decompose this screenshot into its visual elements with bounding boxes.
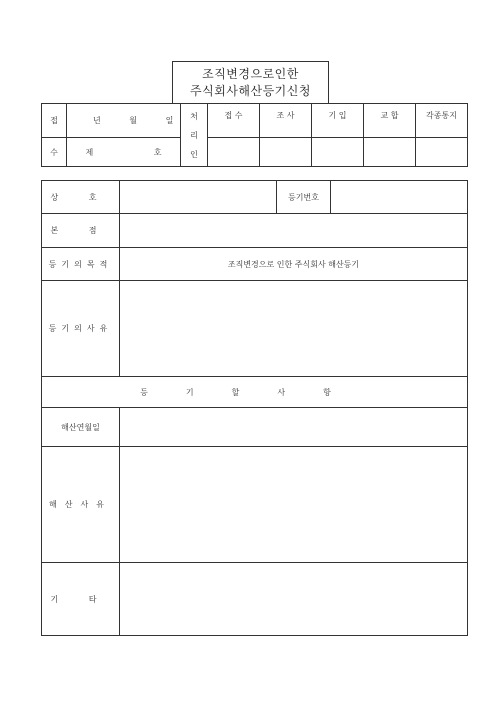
trade-name-label: 상 호 xyxy=(42,181,120,214)
process-box-investigation[interactable] xyxy=(260,138,312,167)
reg-number-label: 등기번호 xyxy=(277,181,331,214)
process-col-collation: 교 합 xyxy=(364,104,416,138)
purpose-value: 조직변경으로 인한 주식회사 해산등기 xyxy=(120,248,468,281)
process-box-entry[interactable] xyxy=(312,138,364,167)
processor-char-2: 리 xyxy=(190,130,198,140)
dissolution-date-label: 해산연월일 xyxy=(42,408,120,447)
process-col-entry: 기 입 xyxy=(312,104,364,138)
receipt-day-label: 일 xyxy=(165,116,174,125)
dissolution-date-field[interactable] xyxy=(120,408,468,447)
dissolution-reason-field[interactable] xyxy=(120,447,468,563)
form-title-line-1: 조직변경으로인한 xyxy=(202,66,299,81)
receipt-number-cell[interactable] xyxy=(67,138,181,167)
process-col-notice: 각종통지 xyxy=(416,104,468,138)
receipt-year-label: 년 xyxy=(93,116,101,125)
processor-label-cell xyxy=(181,104,208,167)
process-box-notice[interactable] xyxy=(416,138,468,167)
form-title-line-2: 주식회사해산등기신청 xyxy=(190,83,311,98)
dissolution-reason-label: 해산사유 xyxy=(42,447,120,563)
receipt-month-label: 월 xyxy=(129,116,138,125)
process-col-receipt: 접 수 xyxy=(208,104,260,138)
head-office-label: 본 점 xyxy=(42,214,120,248)
trade-name-field[interactable] xyxy=(120,181,277,214)
items-header: 등기할사항 xyxy=(42,377,468,408)
main-form-table xyxy=(41,180,468,636)
receipt-date-cell[interactable] xyxy=(67,104,181,138)
receipt-no-prefix: 제 xyxy=(85,147,94,157)
receipt-label-top: 접 xyxy=(42,104,67,138)
reg-number-field[interactable] xyxy=(331,181,468,214)
receipt-table xyxy=(41,103,468,167)
process-box-receipt[interactable] xyxy=(208,138,260,167)
head-office-field[interactable] xyxy=(120,214,468,248)
other-field[interactable] xyxy=(120,563,468,636)
processor-char-3: 인 xyxy=(190,149,198,159)
process-col-investigation: 조 사 xyxy=(260,104,312,138)
receipt-label-bottom: 수 xyxy=(42,138,67,167)
receipt-no-suffix: 호 xyxy=(153,147,162,157)
process-box-collation[interactable] xyxy=(364,138,416,167)
other-label: 기 타 xyxy=(42,563,120,636)
processor-char-1: 처 xyxy=(190,111,198,121)
reason-field[interactable] xyxy=(120,281,468,377)
purpose-label: 등기의목적 xyxy=(42,248,120,281)
reason-label: 등기의사유 xyxy=(42,281,120,377)
form-title-box xyxy=(172,61,329,104)
